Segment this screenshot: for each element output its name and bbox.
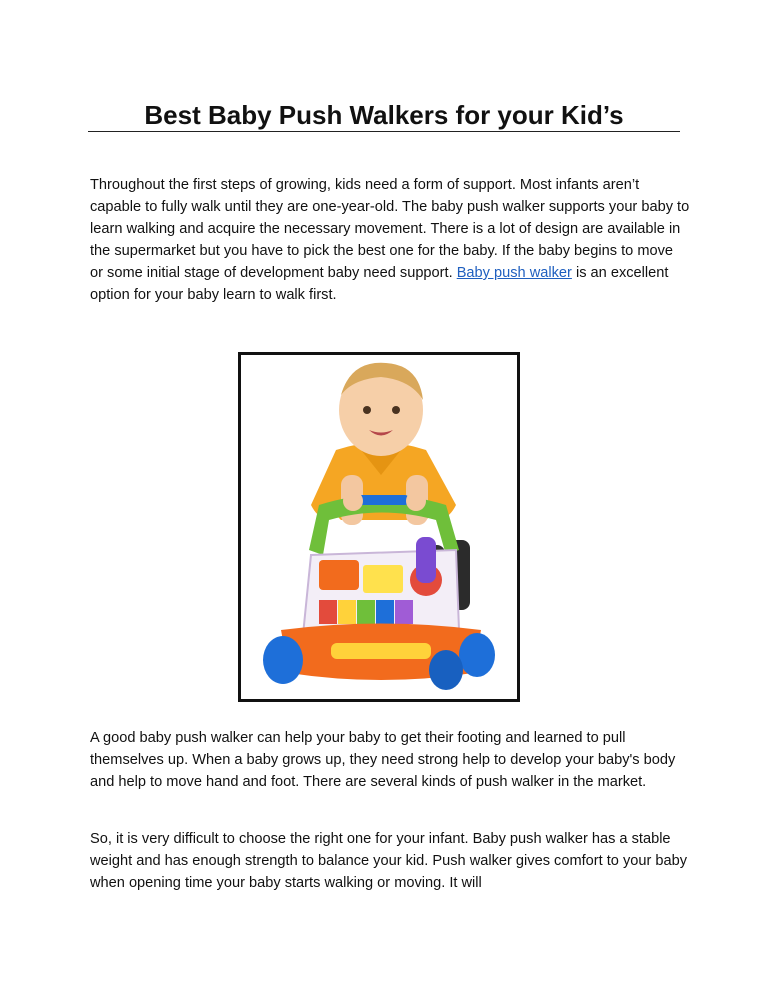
picture-book: [363, 565, 403, 593]
walker-wheel: [429, 650, 463, 690]
piano-key: [319, 600, 337, 624]
piano-key: [395, 600, 413, 624]
walker-wheel: [459, 633, 495, 677]
baby-eye: [392, 406, 400, 414]
baby-push-walker-link[interactable]: Baby push walker: [456, 265, 572, 281]
baby-eye: [363, 406, 371, 414]
baby-hand: [343, 491, 363, 511]
roller-toy: [331, 643, 431, 659]
intro-paragraph: [90, 174, 690, 306]
piano-key: [376, 600, 394, 624]
baby-hand: [406, 491, 426, 511]
piano-key: [338, 600, 356, 624]
baby-walker-illustration: [241, 355, 517, 699]
body-paragraph-3: So, it is very difficult to choose the right one for your infant. Baby push walker has a stable weight and has enough strength to balance your kid. Push walker gives comfort to your baby when opening time your baby starts walking or moving. It will: [90, 831, 688, 891]
intro-text-start: Throughout the first steps of growing, kids need a form of support. Most infants aren’t capable to fully walk until they are one-year-old. The baby push walker supports your baby to learn walking and acquire the necessary movement. There is a lot of design are available in the supermarket but you have to pick the best one for the baby. If the baby begins to move or some initial stage of development baby need support.: [90, 177, 690, 281]
shape-sorter: [319, 560, 359, 590]
intro-text-end: is an excellent option for your baby learn to walk first.: [90, 265, 669, 303]
phone-toy: [416, 537, 436, 583]
body-paragraph-2: A good baby push walker can help your baby to get their footing and learned to pull themselves up. When a baby grows up, they need strong help to develop your baby's body and help to move hand and foot. There are several kinds of push walker in the market.: [90, 730, 676, 790]
baby-walker-photo: [238, 352, 520, 702]
piano-key: [357, 600, 375, 624]
title-underline: [88, 131, 680, 132]
document-title: Best Baby Push Walkers for your Kid’s: [144, 100, 624, 130]
walker-wheel: [263, 636, 303, 684]
